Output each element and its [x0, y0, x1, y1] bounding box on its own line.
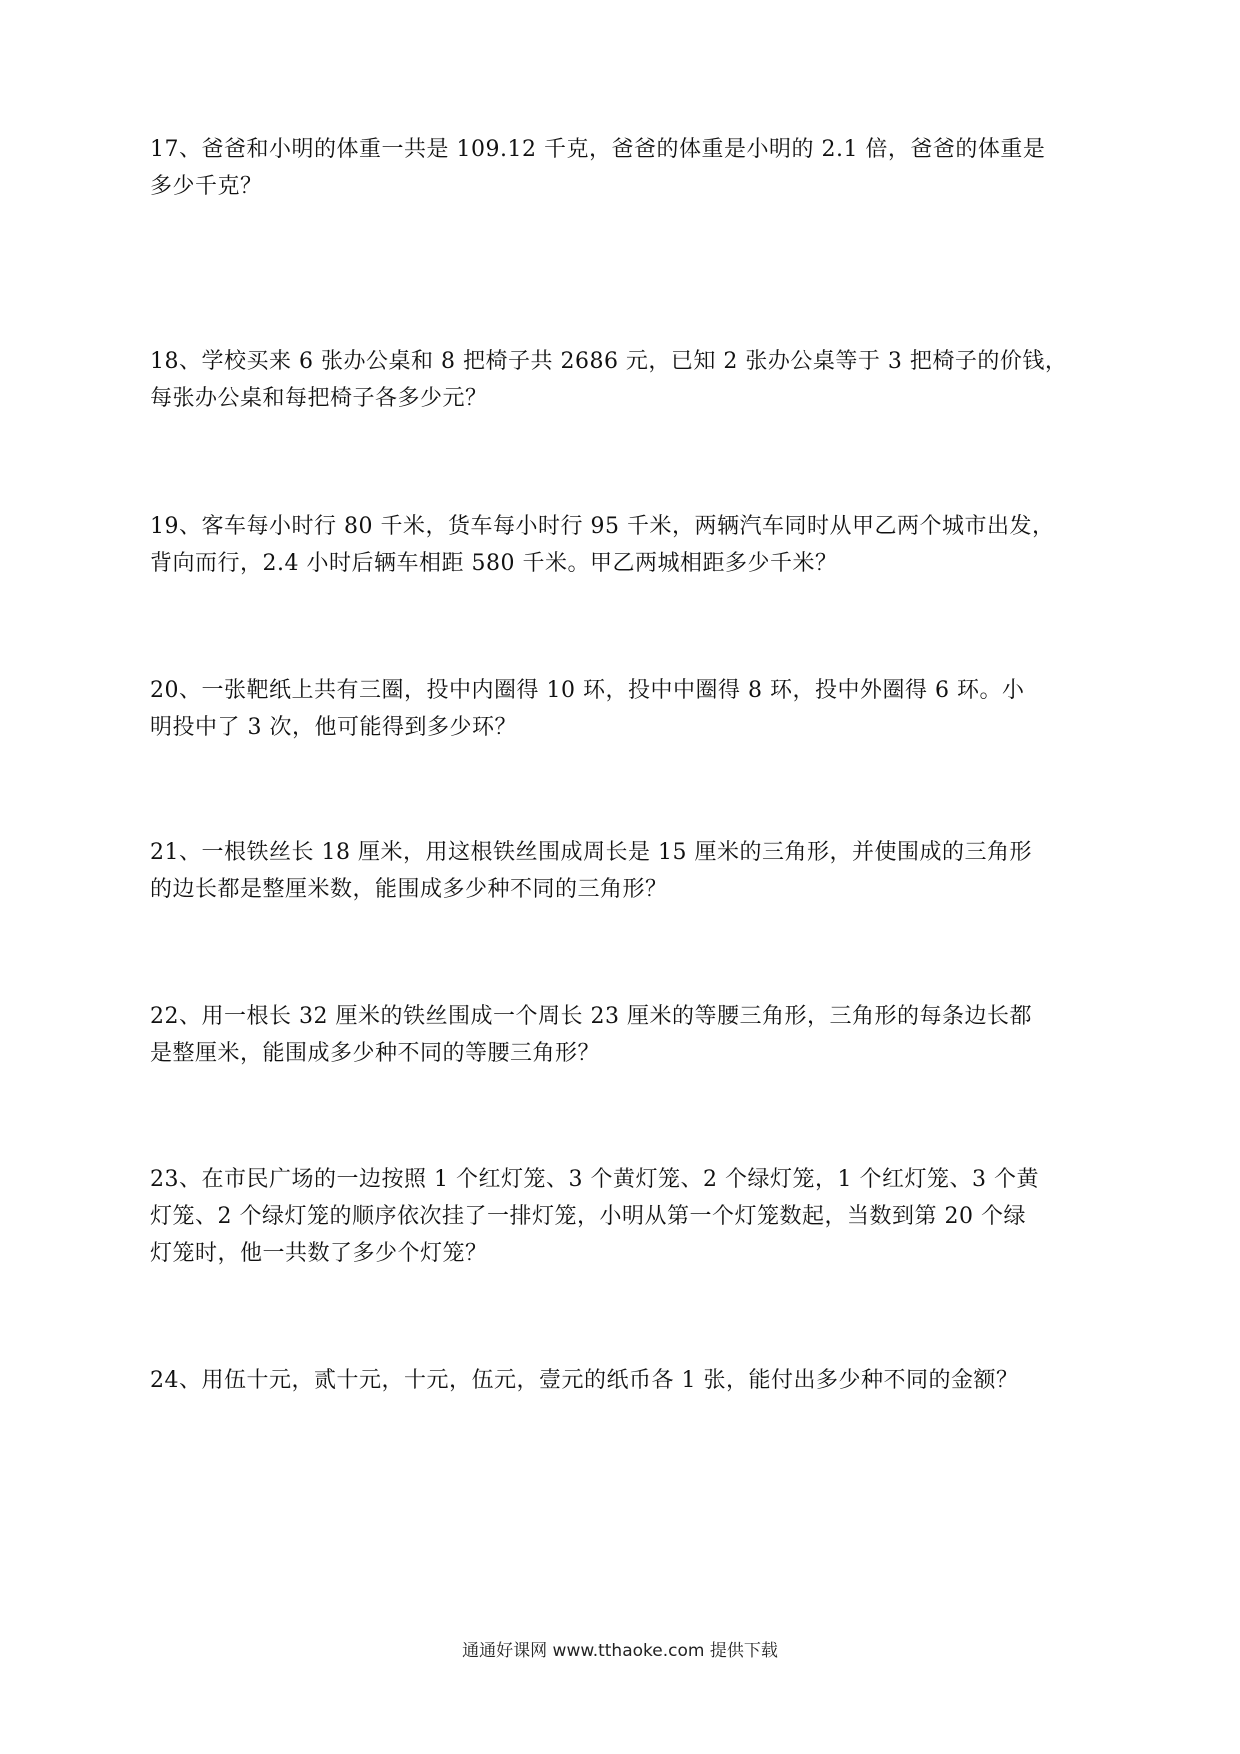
question-24: [150, 1362, 1100, 1399]
question-22: [150, 998, 1100, 1072]
question-23: [150, 1161, 1100, 1272]
question-line: 背向而行，2.4 小时后辆车相距 580 千米。甲乙两城相距多少千米？: [150, 551, 838, 576]
question-19: [150, 508, 1100, 582]
question-line: 19、客车每小时行 80 千米，货车每小时行 95 千米，两辆汽车同时从甲乙两个城市出发，: [150, 514, 1055, 539]
question-line: 是整厘米，能围成多少种不同的等腰三角形？: [150, 1041, 601, 1066]
question-21: [150, 834, 1100, 908]
question-17: [150, 131, 1100, 205]
question-line: 17、爸爸和小明的体重一共是 109.12 千克，爸爸的体重是小明的 2.1 倍，爸爸的体重是: [150, 137, 1046, 162]
question-line: 20、一张靶纸上共有三圈，投中内圈得 10 环，投中中圈得 8 环，投中外圈得 6 环。小: [150, 678, 1025, 703]
question-line: 灯笼、2 个绿灯笼的顺序依次挂了一排灯笼，小明从第一个灯笼数起，当数到第 20 个绿: [150, 1204, 1026, 1229]
question-line: 24、用伍十元，贰十元，十元，伍元，壹元的纸币各 1 张，能付出多少种不同的金额？: [150, 1368, 1019, 1393]
question-18: [150, 343, 1100, 417]
question-line: 每张办公桌和每把椅子各多少元？: [150, 386, 488, 411]
question-line: 22、用一根长 32 厘米的铁丝围成一个周长 23 厘米的等腰三角形，三角形的每条边长都: [150, 1004, 1032, 1029]
question-line: 灯笼时，他一共数了多少个灯笼？: [150, 1241, 488, 1266]
question-line: 的边长都是整厘米数，能围成多少种不同的三角形？: [150, 877, 668, 902]
question-line: 18、学校买来 6 张办公桌和 8 把椅子共 2686 元，已知 2 张办公桌等于 3 把椅子的价钱，: [150, 349, 1068, 374]
question-line: 明投中了 3 次，他可能得到多少环？: [150, 715, 517, 740]
footer-watermark: 通通好课网 www.tthaoke.com 提供下载: [462, 1641, 778, 1661]
question-line: 多少千克？: [150, 174, 263, 199]
question-line: 21、一根铁丝长 18 厘米，用这根铁丝围成周长是 15 厘米的三角形，并使围成的三角形: [150, 840, 1032, 865]
question-20: [150, 672, 1100, 746]
question-line: 23、在市民广场的一边按照 1 个红灯笼、3 个黄灯笼、2 个绿灯笼，1 个红灯笼、3 个黄: [150, 1167, 1039, 1192]
